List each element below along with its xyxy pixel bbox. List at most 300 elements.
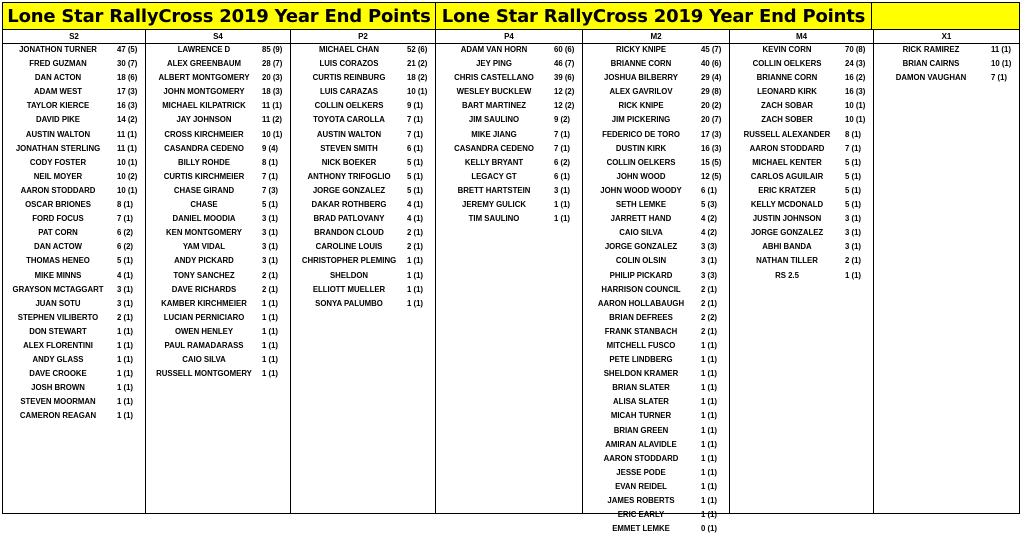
driver-points: 12 (5) [701, 171, 722, 181]
driver-name: DANIEL MOODIA [172, 214, 236, 224]
standings-row [583, 241, 729, 255]
standings-row [146, 171, 290, 185]
driver-name: AARON HOLLABAUGH [597, 298, 685, 308]
standings-row [730, 86, 873, 100]
driver-name: RICKY KNIPE [615, 45, 667, 54]
standings-row [730, 171, 873, 185]
driver-name: CASANDRA CEDENO [454, 143, 534, 153]
driver-points: 1 (1) [701, 340, 718, 350]
driver-points: 29 (8) [701, 87, 722, 97]
driver-points: 16 (3) [845, 87, 866, 97]
standings-row [3, 354, 145, 368]
driver-points: 60 (6) [554, 45, 575, 54]
driver-name: CHASE GIRAND [173, 185, 235, 195]
standings-row [291, 255, 435, 269]
driver-points: 3 (1) [262, 214, 279, 224]
standings-row [146, 227, 290, 241]
banner-blank [872, 3, 1019, 30]
standings-row [146, 255, 290, 269]
driver-name: CHASE [190, 200, 218, 210]
standings-row [583, 284, 729, 298]
standings-row [3, 312, 145, 326]
driver-points: 7 (1) [117, 214, 134, 224]
standings-row [436, 185, 582, 199]
driver-points: 18 (6) [117, 73, 138, 83]
standings-row [146, 270, 290, 284]
driver-points: 20 (3) [262, 73, 283, 83]
driver-name: COLLIN OELKERS [606, 157, 676, 167]
driver-name: COLLIN OELKERS [752, 59, 822, 69]
driver-name: MICAH TURNER [610, 411, 672, 421]
driver-points: 20 (7) [701, 115, 722, 125]
driver-points: 5 (3) [701, 200, 718, 210]
driver-name: JORGE GONZALEZ [750, 228, 824, 238]
driver-points: 3 (1) [845, 242, 862, 252]
driver-name: LUIS CARAZAS [319, 87, 379, 97]
driver-name: CHRIS CASTELLANO [454, 73, 534, 83]
driver-points: 2 (1) [407, 228, 424, 238]
driver-name: EVAN REIDEL [615, 481, 667, 491]
driver-name: RICK RAMIREZ [902, 45, 960, 54]
driver-points: 16 (2) [845, 73, 866, 83]
driver-name: DAVID PIKE [35, 115, 81, 125]
driver-name: RS 2.5 [775, 270, 799, 280]
driver-name: JONATHAN STERLING [15, 143, 101, 153]
standings-row [146, 354, 290, 368]
driver-name: MICHAEL KENTER [752, 157, 822, 167]
class-header: P4 [436, 30, 582, 44]
standings-row [583, 439, 729, 453]
driver-name: TOYOTA CAROLLA [313, 115, 385, 125]
driver-name: THOMAS HENEO [26, 256, 90, 266]
banner-title-right: Lone Star RallyCross 2019 Year End Points [436, 3, 872, 30]
standings-row [583, 171, 729, 185]
standings-row [291, 199, 435, 213]
standings-row [583, 213, 729, 227]
driver-name: JARRETT HAND [610, 214, 672, 224]
driver-name: NICK BOEKER [321, 157, 377, 167]
standings-row [730, 255, 873, 269]
driver-name: LEGACY GT [471, 171, 517, 181]
driver-points: 30 (7) [117, 59, 138, 69]
driver-name: SETH LEMKE [615, 200, 667, 210]
driver-points: 3 (1) [845, 228, 862, 238]
standings-row [583, 72, 729, 86]
standings-row [583, 410, 729, 424]
standings-row [730, 185, 873, 199]
driver-name: RUSSELL ALEXANDER [743, 129, 831, 139]
standings-row [436, 199, 582, 213]
standings-list [874, 44, 1019, 86]
standings-row [3, 326, 145, 340]
driver-points: 3 (1) [117, 298, 134, 308]
standings-row [583, 425, 729, 439]
class-column-m2 [583, 30, 730, 534]
driver-name: RICK KNIPE [618, 101, 664, 111]
standings-row [146, 199, 290, 213]
driver-points: 16 (3) [117, 101, 138, 111]
driver-points: 5 (1) [845, 171, 862, 181]
driver-points: 7 (1) [554, 129, 571, 139]
standings-row [583, 312, 729, 326]
driver-points: 1 (1) [262, 312, 279, 322]
driver-name: ANDY GLASS [32, 355, 84, 365]
driver-points: 6 (2) [117, 242, 134, 252]
driver-name: COLIN OLSIN [615, 256, 667, 266]
standings-row [291, 114, 435, 128]
driver-name: DAKAR ROTHBERG [311, 200, 387, 210]
standings-row [146, 157, 290, 171]
standings-row [583, 340, 729, 354]
standings-list [436, 44, 582, 227]
driver-points: 6 (1) [701, 185, 718, 195]
driver-points: 10 (1) [117, 185, 138, 195]
standings-row [3, 382, 145, 396]
standings-row [583, 86, 729, 100]
standings-row [436, 143, 582, 157]
driver-points: 28 (7) [262, 59, 283, 69]
driver-name: ALEX GREENBAUM [166, 59, 242, 69]
standings-row [146, 114, 290, 128]
driver-name: CAROLINE LOUIS [315, 242, 383, 252]
driver-name: STEVEN SMITH [320, 143, 378, 153]
driver-points: 2 (1) [262, 270, 279, 280]
driver-name: OSCAR BRIONES [25, 200, 91, 210]
driver-name: ZACH SOBER [761, 115, 813, 125]
driver-points: 18 (2) [407, 73, 428, 83]
driver-name: PHILIP PICKARD [609, 270, 673, 280]
standings-row [730, 129, 873, 143]
driver-name: JAY JOHNSON [176, 115, 232, 125]
driver-points: 10 (1) [407, 87, 428, 97]
driver-name: CHRISTOPHER PLEMING [301, 256, 397, 266]
standings-row [583, 58, 729, 72]
driver-points: 4 (2) [701, 228, 718, 238]
standings-row [583, 298, 729, 312]
driver-points: 1 (1) [845, 270, 862, 280]
standings-row [436, 100, 582, 114]
standings-row [291, 44, 435, 58]
class-header: M4 [730, 30, 873, 44]
driver-points: 1 (1) [407, 298, 424, 308]
driver-name: BRIAN DEFREES [609, 312, 673, 322]
driver-points: 1 (1) [701, 496, 718, 505]
driver-points: 5 (1) [407, 171, 424, 181]
driver-points: 5 (1) [117, 256, 134, 266]
standings-row [730, 143, 873, 157]
standings-row [146, 100, 290, 114]
standings-row [146, 312, 290, 326]
driver-name: LUCIAN PERNICIARO [163, 312, 245, 322]
standings-row [3, 241, 145, 255]
driver-points: 1 (1) [117, 355, 134, 365]
driver-name: YAM VIDAL [182, 242, 226, 252]
standings-row [146, 241, 290, 255]
driver-points: 7 (1) [407, 115, 424, 125]
driver-points: 2 (1) [117, 312, 134, 322]
driver-name: MIKE JIANG [471, 129, 517, 139]
driver-points: 3 (1) [845, 214, 862, 224]
standings-row [730, 100, 873, 114]
driver-name: NATHAN TILLER [756, 256, 818, 266]
driver-name: CURTIS KIRCHMEIER [163, 171, 245, 181]
driver-points: 10 (1) [845, 101, 866, 111]
driver-points: 17 (3) [701, 129, 722, 139]
driver-points: 12 (2) [554, 87, 575, 97]
driver-name: BRIAN SLATER [612, 383, 670, 393]
standings-row [436, 72, 582, 86]
driver-name: OWEN HENLEY [174, 326, 234, 336]
driver-points: 3 (1) [262, 256, 279, 266]
driver-name: AUSTIN WALTON [25, 129, 91, 139]
driver-points: 1 (1) [407, 256, 424, 266]
driver-points: 1 (1) [701, 453, 718, 463]
driver-points: 1 (1) [117, 369, 134, 379]
standings-list [291, 44, 435, 312]
standings-row [583, 157, 729, 171]
driver-name: AARON STODDARD [20, 185, 96, 195]
driver-points: 1 (1) [701, 425, 718, 435]
driver-points: 29 (4) [701, 73, 722, 83]
driver-name: TAYLOR KIERCE [26, 101, 90, 111]
standings-row [730, 213, 873, 227]
driver-name: JOHN MONTGOMERY [163, 87, 245, 97]
driver-name: AMIRAN ALAVIDLE [605, 439, 677, 449]
driver-name: BRIAN CAIRNS [902, 59, 960, 69]
driver-name: ALEX FLORENTINI [23, 340, 93, 350]
driver-name: MICHAEL CHAN [318, 45, 380, 54]
driver-name: JOSH BROWN [31, 383, 85, 393]
driver-name: JEY PING [476, 59, 512, 69]
driver-name: JORGE GONZALEZ [312, 185, 386, 195]
standings-row [3, 410, 145, 424]
driver-name: CROSS KIRCHMEIER [164, 129, 244, 139]
driver-points: 1 (1) [701, 369, 718, 379]
driver-name: BRIAN GREEN [613, 425, 669, 435]
driver-name: AARON STODDARD [749, 143, 825, 153]
driver-points: 3 (1) [262, 242, 279, 252]
driver-points: 5 (1) [845, 185, 862, 195]
driver-name: ELLIOTT MUELLER [312, 284, 386, 294]
standings-row [874, 58, 1019, 72]
driver-name: ALEX GAVRILOV [609, 87, 673, 97]
driver-name: ANTHONY TRIFOGLIO [307, 171, 391, 181]
standings-row [146, 326, 290, 340]
driver-name: CARLOS AGUILAIR [750, 171, 824, 181]
standings-row [146, 129, 290, 143]
driver-points: 3 (1) [554, 185, 571, 195]
driver-name: KAMBER KIRCHMEIER [161, 298, 247, 308]
driver-points: 1 (1) [701, 439, 718, 449]
driver-points: 1 (1) [117, 326, 134, 336]
standings-row [583, 44, 729, 58]
standings-row [291, 227, 435, 241]
driver-name: FRED GUZMAN [29, 59, 87, 69]
driver-name: ERIC KRATZER [758, 185, 816, 195]
driver-points: 11 (1) [262, 101, 282, 111]
driver-name: STEVEN MOORMAN [20, 397, 96, 407]
standings-row [436, 213, 582, 227]
driver-name: ZACH SOBAR [761, 101, 813, 111]
standings-row [436, 44, 582, 58]
driver-name: JUAN SOTU [35, 298, 81, 308]
class-column-p4 [436, 30, 583, 513]
driver-name: NEIL MOYER [33, 171, 83, 181]
class-header: P2 [291, 30, 435, 44]
standings-row [730, 114, 873, 128]
driver-points: 1 (1) [554, 200, 571, 210]
standings-row [3, 143, 145, 157]
driver-name: ADAM VAN HORN [460, 45, 528, 54]
standings-row [291, 129, 435, 143]
driver-name: DUSTIN KIRK [615, 143, 667, 153]
class-column-s4 [146, 30, 291, 513]
class-header: X1 [874, 30, 1019, 44]
driver-points: 7 (3) [262, 185, 279, 195]
banner-title-left: Lone Star RallyCross 2019 Year End Points [3, 3, 436, 30]
standings-row [291, 157, 435, 171]
driver-name: ALBERT MONTGOMERY [158, 73, 250, 83]
driver-name: JESSE PODE [616, 467, 666, 477]
standings-row [583, 100, 729, 114]
driver-points: 7 (1) [407, 129, 424, 139]
standings-row [146, 298, 290, 312]
driver-points: 5 (1) [407, 157, 424, 167]
driver-points: 11 (2) [262, 115, 282, 125]
driver-points: 4 (1) [407, 200, 424, 210]
standings-row [146, 213, 290, 227]
standings-row [3, 396, 145, 410]
driver-points: 2 (1) [262, 284, 279, 294]
driver-name: MICHAEL KILPATRICK [162, 101, 246, 111]
driver-points: 9 (2) [554, 115, 571, 125]
driver-points: 3 (3) [701, 242, 718, 252]
driver-name: ADAM WEST [33, 87, 83, 97]
standings-row [291, 143, 435, 157]
standings-list [146, 44, 290, 382]
driver-points: 1 (1) [262, 355, 279, 365]
standings-row [3, 86, 145, 100]
standings-row [874, 72, 1019, 86]
driver-points: 1 (1) [117, 340, 134, 350]
class-column-p2 [291, 30, 436, 513]
driver-points: 8 (1) [845, 129, 862, 139]
driver-name: COLLIN OELKERS [314, 101, 384, 111]
standings-row [3, 129, 145, 143]
standings-row [583, 481, 729, 495]
driver-points: 1 (1) [701, 397, 718, 407]
standings-row [291, 298, 435, 312]
driver-name: CAIO SILVA [619, 228, 663, 238]
driver-points: 4 (1) [407, 214, 424, 224]
driver-points: 11 (1) [117, 129, 137, 139]
standings-row [436, 129, 582, 143]
standings-row [583, 453, 729, 467]
driver-points: 2 (2) [701, 312, 718, 322]
driver-points: 7 (1) [991, 73, 1008, 83]
driver-points: 10 (1) [262, 129, 283, 139]
standings-row [3, 58, 145, 72]
standings-row [730, 199, 873, 213]
standings-row [3, 255, 145, 269]
standings-row [3, 270, 145, 284]
driver-points: 8 (1) [117, 200, 134, 210]
driver-name: STEPHEN VILIBERTO [17, 312, 99, 322]
standings-row [146, 143, 290, 157]
standings-row [583, 129, 729, 143]
driver-name: CASANDRA CEDENO [164, 143, 244, 153]
driver-name: DAVE RICHARDS [171, 284, 237, 294]
driver-points: 6 (1) [554, 171, 571, 181]
standings-row [3, 284, 145, 298]
driver-points: 1 (1) [262, 326, 279, 336]
standings-row [583, 199, 729, 213]
driver-name: MIKE MINNS [34, 270, 82, 280]
driver-name: JOHN WOOD [616, 171, 666, 181]
standings-row [3, 227, 145, 241]
driver-points: 21 (2) [407, 59, 428, 69]
driver-name: BART MARTINEZ [461, 101, 527, 111]
driver-points: 5 (1) [262, 200, 279, 210]
standings-row [436, 157, 582, 171]
standings-row [730, 58, 873, 72]
standings-row [583, 523, 729, 537]
driver-points: 0 (1) [701, 524, 718, 534]
driver-name: BRETT HARTSTEIN [457, 185, 531, 195]
driver-points: 9 (1) [407, 101, 424, 111]
driver-points: 24 (3) [845, 59, 866, 69]
driver-points: 3 (1) [701, 256, 718, 266]
class-column-m4 [730, 30, 874, 513]
driver-name: AARON STODDARD [603, 453, 679, 463]
driver-name: HARRISON COUNCIL [601, 284, 681, 294]
driver-name: EMMET LEMKE [612, 524, 670, 534]
driver-name: PAT CORN [38, 228, 78, 238]
driver-name: SHELDON [329, 270, 369, 280]
driver-points: 1 (1) [262, 369, 279, 379]
standings-row [3, 298, 145, 312]
driver-name: JOHN WOOD WOODY [600, 185, 682, 195]
standings-row [3, 185, 145, 199]
driver-points: 16 (3) [701, 143, 722, 153]
driver-points: 70 (8) [845, 45, 866, 54]
standings-row [3, 368, 145, 382]
driver-points: 4 (2) [701, 214, 718, 224]
driver-points: 8 (1) [262, 157, 279, 167]
standings-row [291, 171, 435, 185]
driver-name: KELLY MCDONALD [750, 200, 824, 210]
driver-name: BRIANNE CORN [610, 59, 672, 69]
driver-name: DAMON VAUGHAN [895, 73, 967, 83]
driver-points: 15 (5) [701, 157, 722, 167]
driver-points: 45 (7) [701, 45, 722, 54]
standings-row [730, 270, 873, 284]
standings-row [583, 270, 729, 284]
driver-name: AUSTIN WALTON [316, 129, 382, 139]
driver-points: 1 (1) [407, 270, 424, 280]
standings-row [583, 326, 729, 340]
driver-name: PETE LINDBERG [609, 355, 673, 365]
standings-row [583, 227, 729, 241]
driver-name: FEDERICO DE TORO [602, 129, 680, 139]
standings-row [730, 241, 873, 255]
driver-name: MITCHELL FUSCO [606, 340, 676, 350]
driver-points: 6 (1) [407, 143, 424, 153]
driver-points: 11 (1) [991, 45, 1011, 54]
standings-row [3, 213, 145, 227]
standings-row [730, 44, 873, 58]
driver-name: JUSTIN JOHNSON [752, 214, 822, 224]
